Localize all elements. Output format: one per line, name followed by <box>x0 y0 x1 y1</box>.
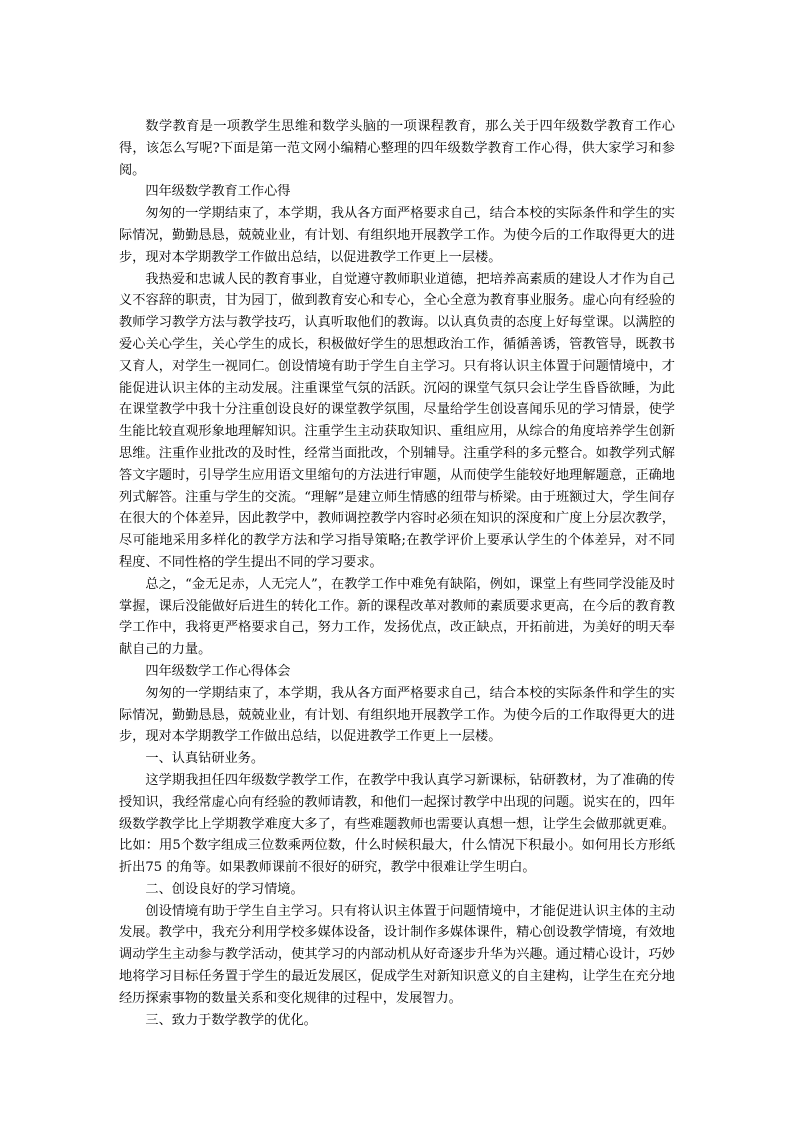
section-title-2: 四年级数学工作心得体会 <box>145 663 291 679</box>
subheading-2: 二、创设良好的学习情境。 <box>145 881 304 897</box>
section-title-1: 四年级数学教育工作心得 <box>145 184 291 200</box>
paragraph: 创设情境有助于学生自主学习。只有将认识主体置于问题情境中，才能促进认识主体的主动发展。教学中，我充分利用学校多媒体设备，设计制作多媒体课件，精心创设教学情境，有效地调动学生主动参与教学活动，使其学习的内部动机从好奇逐步升华为兴趣。通过精心设计，巧妙地将学习目标任务置于学生的最近发展区，促成学生对新知识意义的自主建构，让学生在充分地经历探索事物的数量关系和变化规律的过程中，发展智力。 <box>119 903 675 1006</box>
intro-paragraph: 数学教育是一项教学生思维和数学头脑的一项课程教育，那么关于四年级数学教育工作心得，该怎么写呢?下面是第一范文网小编精心整理的四年级数学教育工作心得，供大家学习和参阅。 <box>119 119 675 178</box>
paragraph: 匆匆的一学期结束了，本学期，我从各方面严格要求自己，结合本校的实际条件和学生的实际情况，勤勤恳恳，兢兢业业，有计划、有组织地开展教学工作。为使今后的工作取得更大的进步，现对本学期教学工作做出总结，以促进教学工作更上一层楼。 <box>119 685 675 745</box>
paragraph: 我热爱和忠诚人民的教育事业，自觉遵守教师职业道德，把培养高素质的建设人才作为自己义不容辞的职责，甘为园丁，做到教育安心和专心，全心全意为教育事业服务。虚心向有经验的教师学习教学方法与教学技巧，认真听取他们的教诲。以认真负责的态度上好每堂课。以满腔的爱心关心学生，关心学生的成长，积极做好学生的思想政治工作，循循善诱，管教管导，既教书又育人，对学生一视同仁。创设情境有助于学生自主学习。只有将认识主体置于问题情境中，才能促进认识主体的主动发展。注重课堂气氛的活跃。沉闷的课堂气氛只会让学生昏昏欲睡，为此在课堂教学中我十分注重创设良好的课堂教学氛围，尽量给学生创设喜闻乐见的学习情景，使学生能比较直观形象地理解知识。注重学生主动获取知识、重组应用，从综合的角度培养学生创新思维。注重作业批改的及时性，经常当面批改，个别辅导。注重学科的多元整合。如教学列式解答文字题时，引导学生应用语文里缩句的方法进行审题，从而使学生能较好地理解题意，正确地列式解答。注重与学生的交流。“理解”是建立师生情感的纽带与桥梁。由于班额过大，学生间存在很大的个体差异，因此教学中，教师调控教学内容时必须在知识的深度和广度上分层次教学，尽可能地采用多样化的教学方法和学习指导策略;在教学评价上要承认学生的个体差异，对不同程度、不同性格的学生提出不同的学习要求。 <box>119 271 675 570</box>
subheading-3: 三、致力于数学教学的优化。 <box>145 1012 317 1028</box>
subheading-1: 一、认真钻研业务。 <box>145 751 265 767</box>
document-page <box>119 116 675 1031</box>
paragraph: 总之，“金无足赤，人无完人”，在教学工作中难免有缺陷，例如，课堂上有些同学没能及时掌握，课后没能做好后进生的转化工作。新的课程改革对教师的素质要求更高，在今后的教育教学工作中，我将更严格要求自己，努力工作，发扬优点，改正缺点，开拓前进，为美好的明天奉献自己的力量。 <box>119 576 675 658</box>
paragraph: 匆匆的一学期结束了，本学期，我从各方面严格要求自己，结合本校的实际条件和学生的实际情况，勤勤恳恳，兢兢业业，有计划、有组织地开展教学工作。为使今后的工作取得更大的进步，现对本学期教学工作做出总结，以促进教学工作更上一层楼。 <box>119 206 675 265</box>
paragraph: 这学期我担任四年级数学教学工作，在教学中我认真学习新课标，钻研教材，为了准确的传授知识，我经常虚心向有经验的教师请教，和他们一起探讨教学中出现的问题。说实在的，四年级数学教学比上学期教学难度大多了，有些难题教师也需要认真想一想，让学生会做那就更难。比如：用5个数字组成三位数乘两位数，什么时候积最大，什么情况下积最小。如何用长方形纸折出75 的角等。如果教师课前不很好的研究，教学中很难让学生明白。 <box>119 772 675 876</box>
